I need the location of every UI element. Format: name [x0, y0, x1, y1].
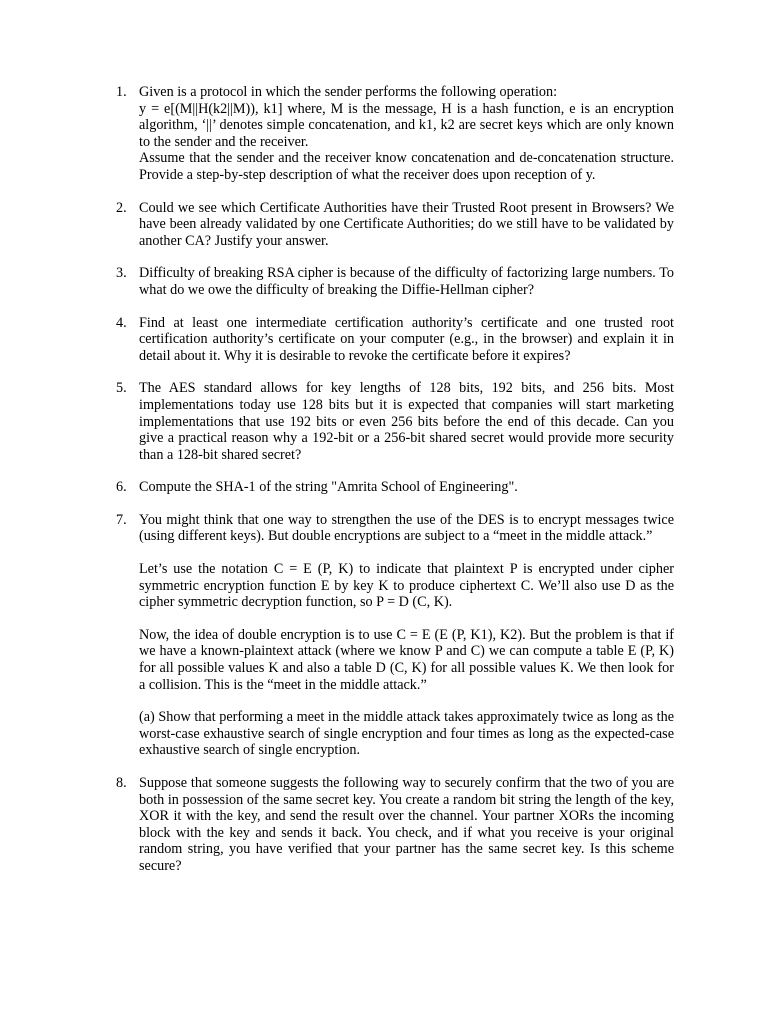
question-list-container: [0, 84, 768, 891]
question-body: [139, 479, 674, 496]
question-item: [0, 380, 768, 463]
question-number: 2.: [116, 199, 127, 216]
question-number: 3.: [116, 265, 127, 282]
question-number: 7.: [116, 511, 127, 528]
question-body: [139, 775, 674, 875]
question-text: y = e[(M||H(k2||M)), k1] where, M is the message, H is a hash function, e is an encryption algorithm, ‘||’ denotes simple concatenation, and k1, k2 are secret keys which are only known to the sender and the receiver.: [139, 100, 674, 150]
question-body: [139, 512, 674, 759]
question-text: Let’s use the notation C = E (P, K) to indicate that plaintext P is encrypted under cipher symmetric encryption function E by key K to produce ciphertext C. We’ll also use D as the cipher symmetric decryption function, so P = D (C, K).: [139, 561, 674, 611]
question-body: [139, 84, 674, 184]
question-text: Suppose that someone suggests the following way to securely confirm that the two of you are both in possession of the same secret key. You create a random bit string the length of the key, XOR it with the key, and send the result over the channel. Your partner XORs the incoming block with the key and sends it back. You check, and if what you receive is your original random string, you have verified that your partner has the same secret key. Is this scheme secure?: [139, 775, 674, 874]
question-number: 4.: [116, 314, 127, 331]
question-text: Given is a protocol in which the sender performs the following operation:: [139, 84, 558, 100]
question-text: Compute the SHA-1 of the string "Amrita School of Engineering".: [139, 479, 518, 496]
question-text: Assume that the sender and the receiver know concatenation and de-concatenation structure. Provide a step-by-step description of what the receiver does upon reception of y.: [139, 150, 674, 183]
question-body: [139, 315, 674, 365]
question-body: [139, 265, 674, 298]
question-text: Find at least one intermediate certification authority’s certificate and one trusted root certification authority’s certificate on your computer (e.g., in the browser) and explain it in detail about it. Why it is desirable to revoke the certificate before it expires?: [139, 314, 674, 364]
question-item: [0, 315, 768, 365]
question-text: The AES standard allows for key lengths of 128 bits, 192 bits, and 256 bits. Most implementations today use 128 bits but it is expected that companies will start marketing implementations that use 192 bits or even 256 bits before the end of this decade. Can you give a practical reason why a 192-bit or a 256-bit shared secret would provide more security than a 128-bit shared secret?: [139, 380, 674, 463]
question-body: [139, 200, 674, 250]
question-item: [0, 84, 768, 184]
question-text: You might think that one way to strengthen the use of the DES is to encrypt messages twice (using different keys). But double encryptions are subject to a “meet in the middle attack.”: [139, 511, 674, 545]
question-number: 1.: [116, 84, 127, 100]
question-text: Now, the idea of double encryption is to use C = E (E (P, K1), K2). But the problem is that if we have a known-plaintext attack (where we know P and C) we can compute a table E (P, K) for all possible values K and also a table D (C, K) for all possible values K. We then look for a collision. This is the “meet in the middle attack.”: [139, 626, 674, 693]
question-item: [0, 265, 768, 298]
question-number: 8.: [116, 775, 127, 791]
question-item: [0, 512, 768, 759]
question-item: [0, 200, 768, 250]
question-list: [0, 84, 768, 875]
question-subpart-text: (a) Show that performing a meet in the middle attack takes approximately twice as long as the worst-case exhaustive search of single encryption and four times as long as the expected-case exhaustive search of single encryption.: [139, 709, 674, 759]
question-number: 6.: [116, 479, 127, 496]
question-text: Could we see which Certificate Authorities have their Trusted Root present in Browsers? We have been already validated by one Certificate Authorities; do we still have to be validated by another CA? Justify your answer.: [139, 199, 674, 249]
question-number: 5.: [116, 380, 127, 397]
question-body: [139, 380, 674, 463]
question-item: [0, 479, 768, 496]
question-text: Difficulty of breaking RSA cipher is because of the difficulty of factorizing large numbers. To what do we owe the difficulty of breaking the Diffie-Hellman cipher?: [139, 265, 674, 298]
question-item: [0, 775, 768, 875]
